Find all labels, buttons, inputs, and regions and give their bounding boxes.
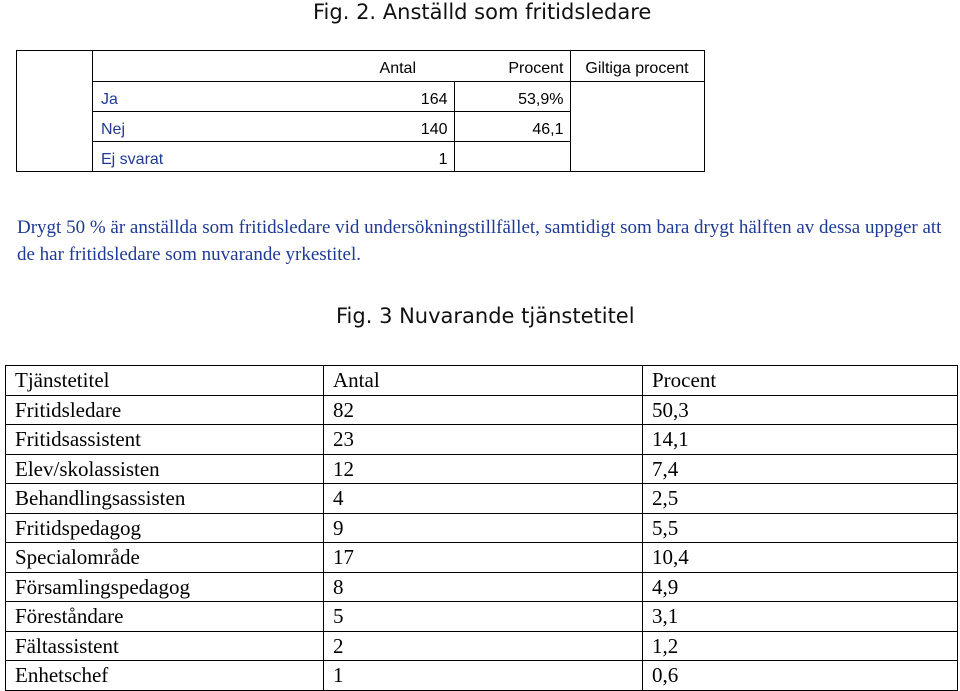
table-row <box>6 572 958 602</box>
table-row <box>6 484 958 514</box>
fig3-cell-antal: 82 <box>324 395 643 425</box>
fig3-cell-procent: 3,1 <box>643 602 958 632</box>
fig3-cell-antal: 4 <box>324 484 643 514</box>
table-row <box>17 82 705 112</box>
fig3-cell-title: Fritidspedagog <box>6 513 324 543</box>
table-row <box>6 454 958 484</box>
fig2-row-label: Nej <box>93 112 201 142</box>
fig2-row-giltiga <box>570 112 704 142</box>
fig2-row-antal: 164 <box>200 82 454 112</box>
fig3-title: Fig. 3 Nuvarande tjänstetitel <box>336 304 635 328</box>
fig3-header-procent: Procent <box>643 366 958 396</box>
fig3-header-tjanstetitel: Tjänstetitel <box>6 366 324 396</box>
table-row <box>17 112 705 142</box>
fig3-cell-procent: 14,1 <box>643 425 958 455</box>
table-row <box>6 631 958 661</box>
body-paragraph: Drygt 50 % är anställda som fritidsledare vid undersökningstillfället, samtidigt som bara drygt hälften av dessa uppger att de har fritidsledare som nuvarande yrkestitel. <box>17 217 942 265</box>
fig3-cell-antal: 2 <box>324 631 643 661</box>
fig3-header-antal: Antal <box>324 366 643 396</box>
fig2-header-procent: Procent <box>454 51 570 82</box>
fig2-row-label: Ej svarat <box>93 142 201 172</box>
table-row <box>6 602 958 632</box>
fig3-cell-procent: 7,4 <box>643 454 958 484</box>
table-row <box>6 395 958 425</box>
fig3-cell-title: Enhetschef <box>6 661 324 691</box>
fig2-header-giltiga: Giltiga procent <box>570 51 704 82</box>
fig2-title: Fig. 2. Anställd som fritidsledare <box>313 0 652 24</box>
fig3-cell-title: Elev/skolassisten <box>6 454 324 484</box>
fig3-table <box>5 365 958 691</box>
fig2-table <box>16 50 705 172</box>
fig3-cell-antal: 9 <box>324 513 643 543</box>
fig3-cell-antal: 23 <box>324 425 643 455</box>
fig2-row-procent <box>454 142 570 172</box>
fig3-cell-antal: 8 <box>324 572 643 602</box>
fig2-blank-header <box>93 51 201 82</box>
fig2-row-label: Ja <box>93 82 201 112</box>
table-row <box>17 142 705 172</box>
fig2-row-procent: 46,1 <box>454 112 570 142</box>
fig3-cell-title: Specialområde <box>6 543 324 573</box>
fig3-cell-antal: 1 <box>324 661 643 691</box>
fig3-cell-procent: 5,5 <box>643 513 958 543</box>
fig3-cell-procent: 50,3 <box>643 395 958 425</box>
fig2-row-antal: 1 <box>200 142 454 172</box>
fig3-header-row <box>6 366 958 396</box>
fig3-cell-procent: 4,9 <box>643 572 958 602</box>
fig2-row-procent: 53,9% <box>454 82 570 112</box>
table-row <box>6 661 958 691</box>
fig3-cell-title: Fritidsassistent <box>6 425 324 455</box>
fig3-cell-antal: 17 <box>324 543 643 573</box>
fig3-cell-title: Behandlingsassisten <box>6 484 324 514</box>
fig3-cell-procent: 10,4 <box>643 543 958 573</box>
fig3-cell-procent: 2,5 <box>643 484 958 514</box>
fig2-row-antal: 140 <box>200 112 454 142</box>
fig3-cell-antal: 5 <box>324 602 643 632</box>
fig2-row-giltiga <box>570 142 704 172</box>
fig3-cell-title: Fältassistent <box>6 631 324 661</box>
table-row <box>6 425 958 455</box>
fig3-cell-antal: 12 <box>324 454 643 484</box>
fig3-cell-procent: 0,6 <box>643 661 958 691</box>
fig2-header-row <box>17 51 705 82</box>
fig3-cell-title: Fritidsledare <box>6 395 324 425</box>
fig2-corner-cell <box>17 51 93 82</box>
fig3-cell-title: Församlingspedagog <box>6 572 324 602</box>
fig2-row-giltiga <box>570 82 704 112</box>
table-row <box>6 543 958 573</box>
fig3-cell-procent: 1,2 <box>643 631 958 661</box>
table-row <box>6 513 958 543</box>
fig2-header-antal: Antal <box>200 51 454 82</box>
fig3-cell-title: Föreståndare <box>6 602 324 632</box>
